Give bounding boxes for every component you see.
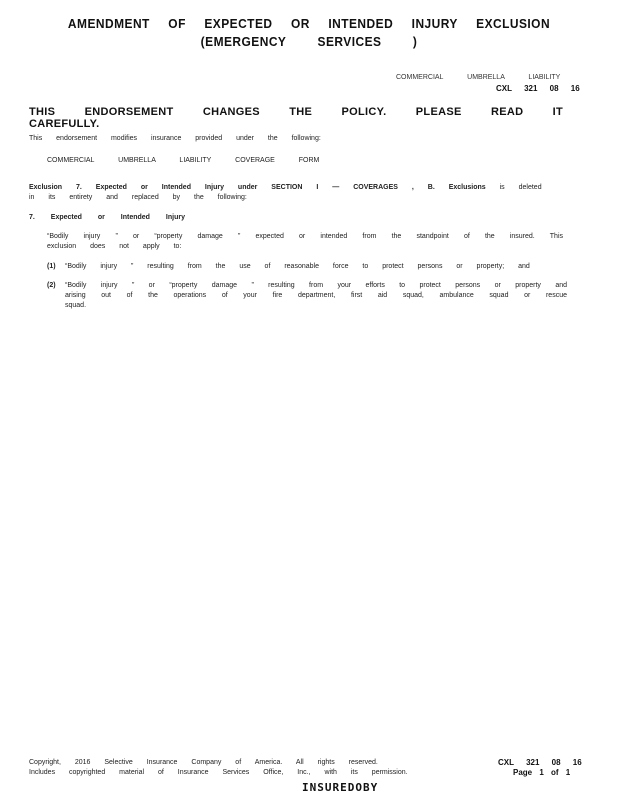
form-number-header: CXL 321 08 16 bbox=[496, 84, 580, 93]
copyright-notice bbox=[29, 758, 449, 778]
list-item-text: “Bodily injury ” or “property damage ” resulting from your efforts to protect persons or property and arising out of the operations of your fire department, first aid squad, ambulance squad or rescue squad. bbox=[65, 282, 567, 309]
document-subtitle: (EMERGENCY SERVICES ) bbox=[200, 34, 418, 49]
list-item bbox=[47, 281, 567, 311]
exclusion-body: “Bodily injury ” or “property damage ” expected or intended from the standpoint of the insured. This exclusion does not apply to: bbox=[47, 233, 563, 250]
coverage-line-label: COMMERCIAL UMBRELLA LIABILITY bbox=[396, 74, 561, 81]
section-heading: 7. Expected or Intended Injury bbox=[29, 214, 185, 221]
list-item-text: “Bodily injury ” resulting from the use of reasonable force to protect persons or property; and bbox=[65, 263, 530, 270]
coverage-form-name: COMMERCIAL UMBRELLA LIABILITY COVERAGE FORM bbox=[47, 157, 320, 164]
page-number: Page 1 of 1 bbox=[513, 768, 571, 777]
brand-watermark: INSUREDOBY bbox=[302, 781, 379, 794]
exclusion-replacement-text: is deleted in its entirety and replaced by the following: bbox=[29, 184, 542, 201]
form-number-footer: CXL 321 08 16 bbox=[498, 758, 582, 767]
modifies-statement: This endorsement modifies insurance provided under the following: bbox=[29, 135, 321, 142]
copyright-line: Copyright, 2016 Selective Insurance Company of America. All rights reserved. bbox=[29, 759, 378, 766]
list-item-number: (1) bbox=[47, 263, 56, 270]
endorsement-notice: THIS ENDORSEMENT CHANGES THE POLICY. PLEASE READ IT CAREFULLY. bbox=[29, 106, 564, 130]
list-item bbox=[47, 262, 567, 272]
document-title: AMENDMENT OF EXPECTED OR INTENDED INJURY EXCLUSION bbox=[67, 16, 551, 31]
list-item-number: (2) bbox=[47, 282, 56, 289]
exclusion-intro bbox=[29, 183, 559, 203]
copyright-line: Includes copyrighted material of Insurance Services Office, Inc., with its permission. bbox=[29, 769, 408, 776]
exclusion-reference: Exclusion 7. Expected or Intended Injury under SECTION I — COVERAGES , B. Exclusions bbox=[29, 184, 486, 191]
